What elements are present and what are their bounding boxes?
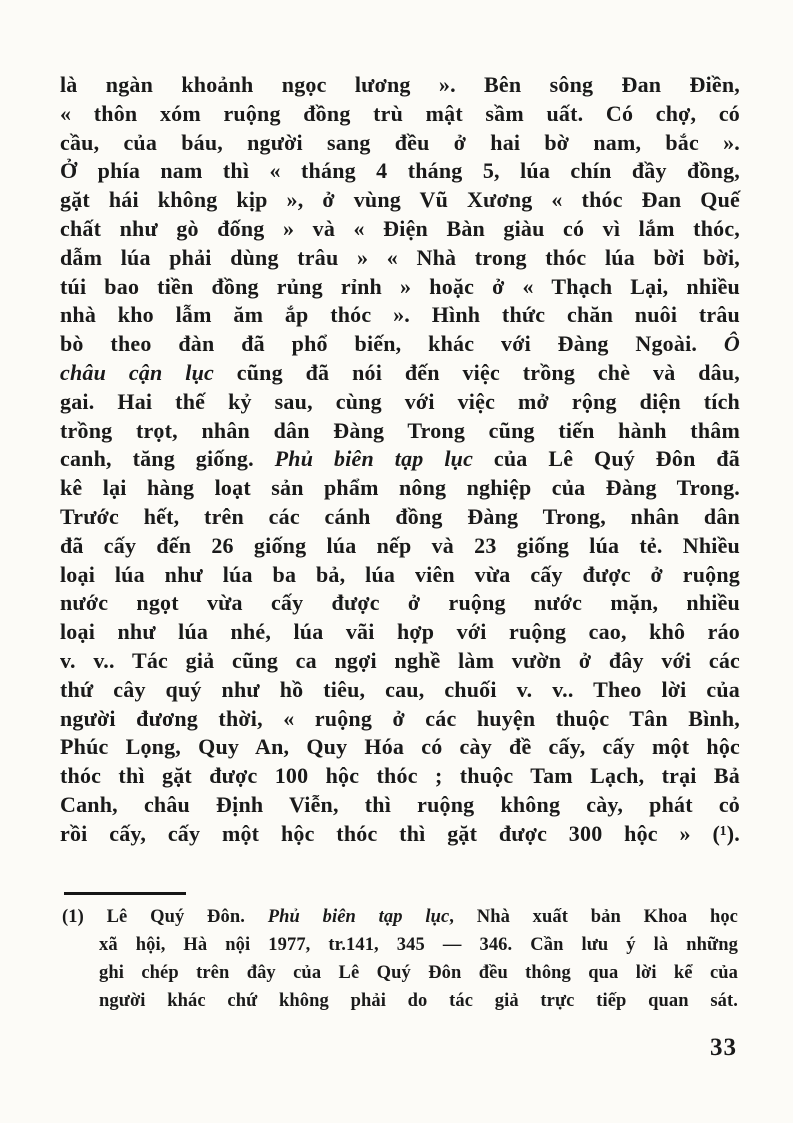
text-segment: cũng đã nói đến việc trồng chè và dâu,: [213, 359, 740, 385]
text-segment: loại như lúa nhé, lúa vãi hợp với ruộng cao, khô ráo: [60, 619, 740, 645]
text-segment: bò theo đàn đã phổ biến, khác với Đàng Ngoài.: [60, 331, 724, 357]
text-segment: Ở phía nam thì « tháng 4 tháng 5, lúa chín đầy đồng,: [60, 158, 740, 184]
text-segment: nước ngọt vừa cấy được ở ruộng nước mặn, nhiều: [60, 590, 740, 616]
text-line: [60, 561, 740, 590]
text-segment: trồng trọt, nhân dân Đàng Trong cũng tiến hành thâm: [60, 417, 740, 443]
text-line: [62, 931, 738, 959]
page-number: 33: [710, 1034, 737, 1061]
text-line: [60, 359, 740, 388]
text-line: [60, 503, 740, 532]
text-line: [60, 474, 740, 503]
text-segment: chất như gò đống » và « Điện Bàn giàu có vì lắm thóc,: [60, 215, 740, 241]
text-line: [60, 273, 740, 302]
footnote-rule: [64, 892, 186, 895]
book-title-italic: Phủ biên tạp lục: [267, 907, 450, 927]
text-line: [60, 676, 740, 705]
text-segment: kê lại hàng loạt sản phẩm nông nghiệp của Đàng Trong.: [60, 475, 740, 501]
text-line: [60, 820, 740, 849]
text-segment: thứ cây quý như hồ tiêu, cau, chuối v. v.. Theo lời của: [60, 676, 740, 702]
text-line: [60, 733, 740, 762]
text-segment: Phúc Lọng, Quy An, Quy Hóa có cày đề cấy, cấy một hộc: [60, 734, 740, 760]
text-line: [60, 186, 740, 215]
footnote: [62, 903, 738, 1015]
text-segment: thóc thì gặt được 100 hộc thóc ; thuộc Tam Lạch, trại Bả: [60, 763, 740, 789]
text-line: [60, 532, 740, 561]
text-segment: nhà kho lẫm ăm ắp thóc ». Hình thức chăn nuôi trâu: [60, 302, 740, 328]
text-segment: rồi cấy, cấy một hộc thóc thì gặt được 300 hộc » (¹).: [60, 820, 740, 846]
text-line: [60, 301, 740, 330]
text-line: [62, 987, 738, 1015]
text-segment: (1) Lê Quý Đôn.: [62, 907, 268, 927]
text-segment: túi bao tiền đồng rủng rỉnh » hoặc ở « Thạch Lại, nhiều: [60, 273, 740, 299]
text-segment: người đương thời, « ruộng ở các huyện thuộc Tân Bình,: [60, 705, 740, 731]
text-line: [60, 388, 740, 417]
text-segment: đã cấy đến 26 giống lúa nếp và 23 giống lúa tẻ. Nhiều: [60, 532, 740, 558]
book-title-italic: Phủ biên tạp lục: [274, 446, 474, 472]
text-line: [60, 244, 740, 273]
text-segment: Trước hết, trên các cánh đồng Đàng Trong, nhân dân: [60, 503, 740, 529]
text-line: [60, 157, 740, 186]
book-title-italic: châu cận lục: [60, 359, 214, 385]
text-line: [60, 417, 740, 446]
text-segment: người khác chứ không phải do tác giả trực tiếp quan sát.: [99, 991, 738, 1011]
text-segment: canh, tăng giống.: [60, 446, 275, 472]
text-line: [62, 903, 738, 931]
text-segment: gặt hái không kịp », ở vùng Vũ Xương « thóc Đan Quế: [60, 187, 740, 213]
text-segment: gai. Hai thế kỷ sau, cùng với việc mở rộng diện tích: [60, 388, 740, 414]
text-segment: của Lê Quý Đôn đã: [473, 446, 740, 472]
text-line: [60, 647, 740, 676]
text-line: [60, 71, 740, 100]
text-line: [60, 618, 740, 647]
text-line: [60, 705, 740, 734]
text-line: [60, 445, 740, 474]
text-segment: ghi chép trên đây của Lê Quý Đôn đều thông qua lời kể của: [99, 963, 738, 983]
text-segment: xã hội, Hà nội 1977, tr.141, 345 — 346. Cần lưu ý là những: [99, 935, 738, 955]
text-line: [62, 959, 738, 987]
text-line: [60, 762, 740, 791]
text-line: [60, 330, 740, 359]
text-segment: loại lúa như lúa ba bả, lúa viên vừa cấy được ở ruộng: [60, 561, 740, 587]
text-segment: « thôn xóm ruộng đồng trù mật sầm uất. Có chợ, có: [60, 100, 740, 126]
text-segment: dẫm lúa phải dùng trâu » « Nhà trong thóc lúa bời bời,: [60, 244, 740, 270]
text-segment: , Nhà xuất bản Khoa học: [449, 907, 738, 927]
text-line: [60, 215, 740, 244]
text-segment: Canh, châu Định Viễn, thì ruộng không cày, phát cỏ: [60, 791, 740, 817]
text-line: [60, 100, 740, 129]
body-text: [60, 71, 740, 849]
text-segment: cầu, của báu, người sang đều ở hai bờ nam, bắc ».: [60, 129, 740, 155]
text-segment: là ngàn khoảnh ngọc lương ». Bên sông Đan Điền,: [60, 72, 740, 97]
text-line: [60, 129, 740, 158]
text-line: [60, 791, 740, 820]
text-segment: v. v.. Tác giả cũng ca ngợi nghề làm vườn ở đây với các: [60, 647, 740, 673]
text-line: [60, 589, 740, 618]
book-title-italic: Ô: [723, 331, 740, 357]
